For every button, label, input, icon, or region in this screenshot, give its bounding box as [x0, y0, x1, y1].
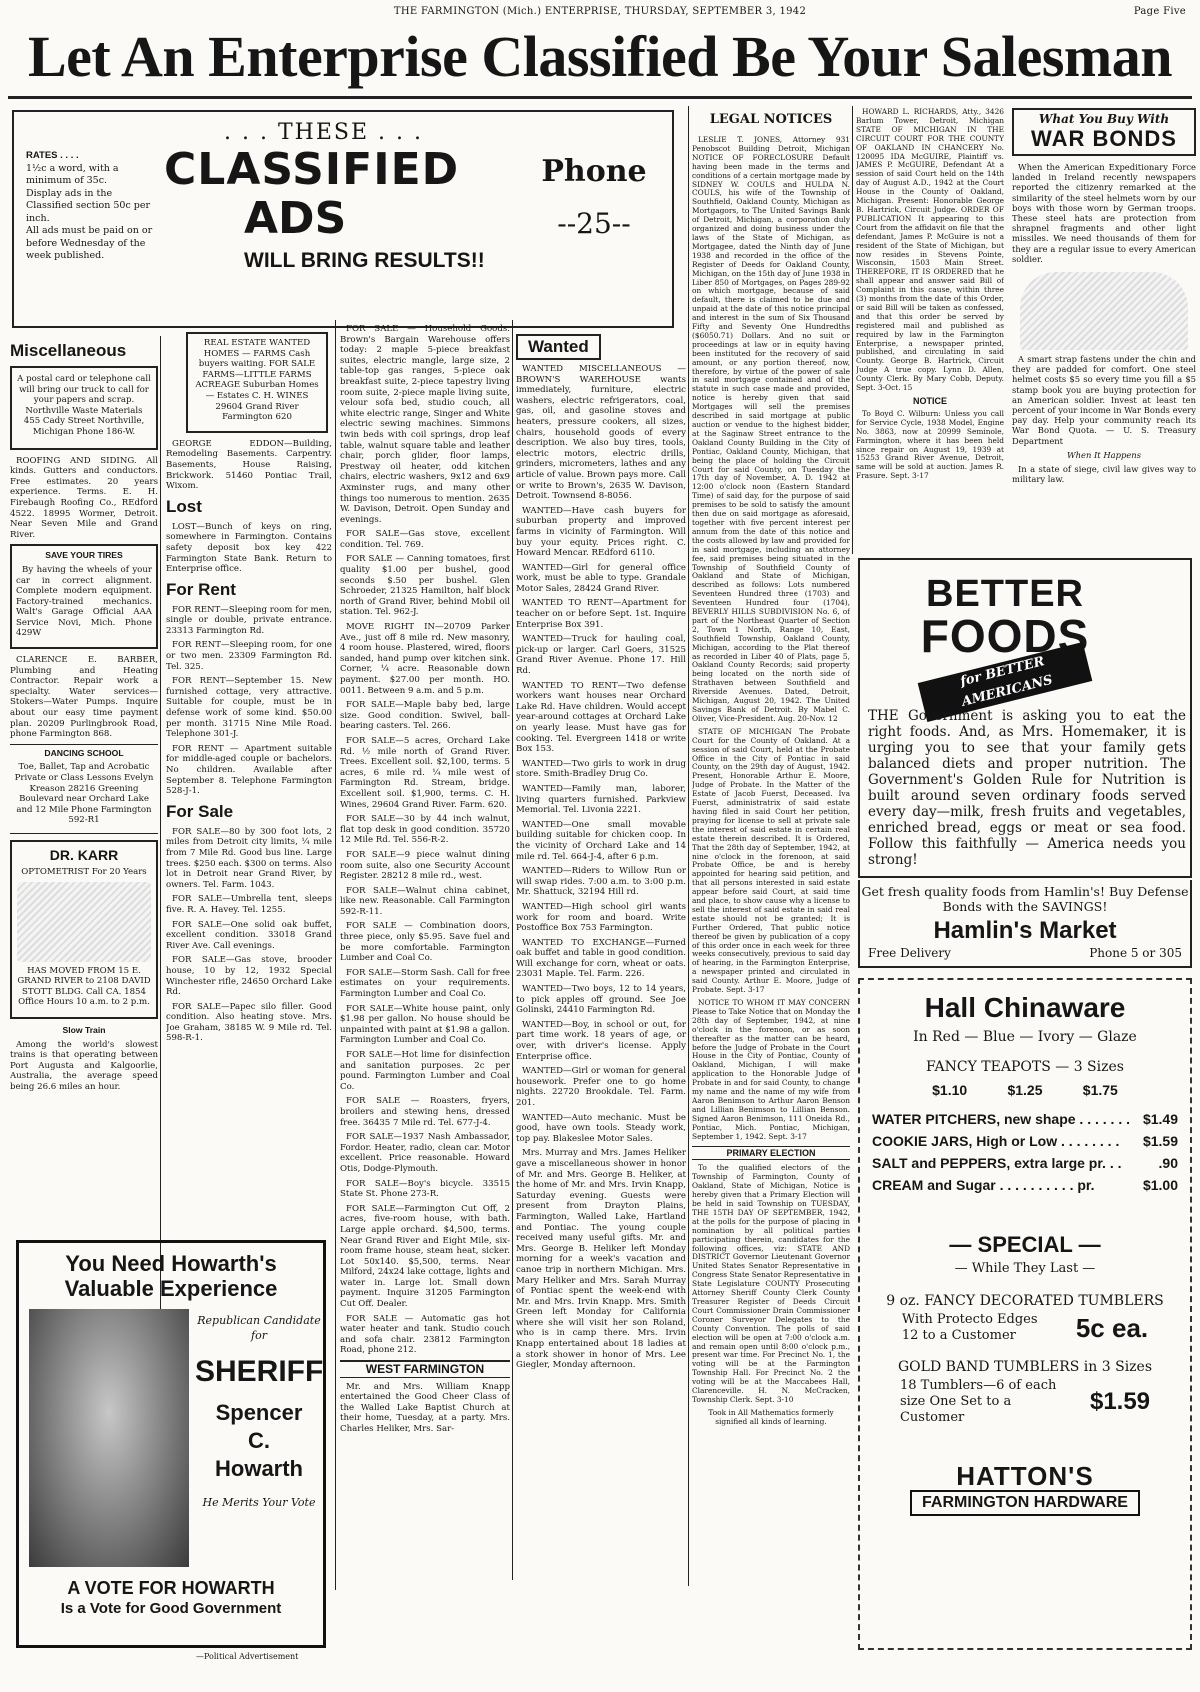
- phone-number: --25--: [557, 207, 631, 240]
- hall-special: — SPECIAL —: [949, 1232, 1101, 1257]
- notice-heading: NOTICE: [912, 396, 947, 406]
- item-price: $1.49: [1142, 1111, 1178, 1127]
- eddon-ad: GEORGE EDDON—Building, Remodeling Basements. Carpentry. Basements, House Raising, Brickwork. 51460 Pontiac Trail, Wixom.: [166, 438, 332, 492]
- hall-item: [872, 1130, 1178, 1152]
- farmington-hardware-logo: FARMINGTON HARDWARE: [910, 1490, 1140, 1516]
- probate-notice: STATE OF MICHIGAN The Probate Court for the County of Oakland. At a session of said Court, held at the Probate Office in the City of Pontiac in said County, on the 29th day of August, 1942. Present, Honorable Arthur E. Moore, Judge of Probate. In the Matter of the Estate of Jacob Fuerst, Deceased. Iva Fuerst, administratrix of said estate having filed in said Court her petition, praying for license to sell at private sale the interest of said estate in certain real estate therein described. It is Ordered, That the 28th day of September, 1942, at nine o'clock in the forenoon, at said Probate Office, be and is hereby appointed for hearing said petition, and that all persons interested in said estate appear before said Court, at said time and place, to show cause why a license to sell the interest of said estate in said real estate should not be granted; It is Further Ordered, That public notice thereof be given by publication of a copy of this order once in each week for three weeks consecutively, previous to said day of hearing, in the Farmington Enterprise, a newspaper printed and circulated in said County. Arthur E. Moore, Judge of Probate. Sept. 3-17: [692, 726, 850, 995]
- sale-ad: FOR SALE—Papec silo filler. Good condition. Also heating stove. Mrs. Joe Graham, 38185 W. 9 Mile rd. Tel. 598-R-1.: [166, 1001, 332, 1044]
- social-notes: Mrs. Murray and Mrs. James Heliker gave a miscellaneous shower in honor of Mr. and Mrs. George B. Heliker, at the home of Mr. and Mrs. Irvin Knapp, Saturday evening. Guests were present from Drayton Plains, Farmington, Walled Lake, Hartland and Pontiac. The young couple received many useful gifts. Mr. and Mrs. George B. Heliker left Monday morning for a week's vacation and canoe trip in northern Michigan. Mrs. Mary Heliker and Mrs. Sarah Murray of Pontiac spent the week-end with Mr. and Mrs. Irvin Knapp. Mrs. Smith Green left Monday for California where she will visit her son Roland, who is in camp there. Mrs. Irvin Knapp entertained about 18 ladies at a stork shower in honor of Mrs. Lee Giegler, Monday afternoon.: [516, 1148, 686, 1371]
- car-ad: FOR SALE—1937 Nash Ambassador, Fordor. Heater, radio, clean car. Motor excellent. Price reasonable. Howard Otis, Dodge-Plymouth.: [340, 1132, 510, 1174]
- howarth-vote1: A VOTE FOR HOWARTH: [67, 1578, 275, 1598]
- price-159: $1.59: [1089, 1388, 1151, 1415]
- hall-title: Hall Chinaware: [924, 992, 1126, 1023]
- hall-tumblers: 9 oz. FANCY DECORATED TUMBLERS: [886, 1293, 1164, 1309]
- for-sale-heading: For Sale: [166, 801, 234, 821]
- howarth-name3: Howarth: [215, 1456, 303, 1481]
- when-it-happens-text: In a state of siege, civil law gives way to military law.: [1012, 464, 1196, 485]
- column-rule: [688, 106, 689, 1586]
- ads-word: ADS: [244, 193, 347, 244]
- dance-ad: Toe, Ballet, Tap and Acrobatic Private or Class Lessons Evelyn Kreason 28216 Greening Boulevard near Orchard Lake and 12 Mile Phone Farmington 592-R1: [14, 762, 154, 826]
- sale-ad: FOR SALE—Gas stove, brooder house, 10 by 12, 1932 Special Winchester rifle, 24650 Orchard Lake Rd.: [166, 955, 332, 998]
- item-label: CREAM and Sugar . . . . . . . . . . pr.: [872, 1177, 1095, 1193]
- helmet-soldiers-illustration: [1020, 272, 1188, 350]
- bonds-text-block: [1012, 162, 1196, 268]
- household-ad: FOR SALE — Household Goods. Brown's Bargain Warehouse offers today: 2 maple 5-piece breakfast suites, electric mangle, large size, 2 table-top gas ranges, 5-piece oak breakfast suite, 2-piece tapestry living room suite, 2-piece maple living suite, velour sofa bed, studio couch, all white electric range, Singer and White electric sewing machines. Simmons twin beds with coil springs, drop leaf table, walnut square table and leather chair, porch glider, floor lamps, Prestway oil heater, odd kitchen chairs, electric washers, 9x12 and 6x9 Axminster rugs, and many other things too numerous to mention. 2635 W. Davison, Detroit. Open Sunday and evenings.: [340, 324, 510, 525]
- primary-election-notice: To the qualified electors of the Township of Farmington, County of Oakland, State of Michigan, Notice is hereby given that a Primary Election will be held in said Township on TUESDAY, THE 15TH DAY OF SEPTEMBER, 1942, at the polls for the purpose of placing in nomination by all political parties participating therein, candidates for the following offices, viz: STATE AND DISTRICT Governor Lieutenant Governor United States Senator Representative in Congress State Senator Representative in State Legislature COUNTY Prosecuting Attorney Sheriff County Clerk County Treasurer Register of Deeds Circuit Court Commissioner Drain Commissioner Coroner Surveyor Delegates to the County Convention. The polls of said election will be open at 7:00 o'clock a.m. and remain open until 8:00 o'clock p.m., present war time. For Precinct No. 1, the voting will be at the Farmington Township Hall. For Precinct No. 2 the voting will be at the Maccabees Hall, Clarenceville. H. N. McCracken, Township Clerk. Sept. 3-10: [692, 1163, 850, 1404]
- wanted-ad: WANTED—Girl or woman for general housework. Prefer one to go home nights. 22720 Brookdale. Tel. Farm. 201.: [516, 1066, 686, 1108]
- foreclosure-notice: LESLIE T. JONES, Attorney 931 Penobscot Building Detroit, Michigan NOTICE OF FORECLOSURE Default having been made in the terms and conditions of a certain mortgage made by SIDNEY W. COULS and HULDA N. COULS, his wife of the Township of Southfield, Oakland County, Michigan as Mortgagors, to The United Savings Bank of Detroit, Michigan, a corporation duly organized and doing business under the laws of the State of Michigan, as Mortgagee, dated the Ninth day of June 1938 and recorded in the office of the Register of Deeds for Oakland County, Michigan, on the 15th day of June 1938 in Liber 850 of Mortgages, on Pages 289-92 on which mortgage, because of said default, there is claimed to be due and unpaid at the date of this notice principal and interest in the sum of Six Thousand Fifty and Seventy One Hundredths ($6050.71) Dollars. And no suit or proceedings at law or in equity having been instituted for the recovery of said amount, or any portion thereof, now, therefore, by virtue of the power of sale in said mortgage contained and of the statute in such case made and provided, notice is hereby given that said Mortgages will sell the premises described in said mortgage at public auction or vendue to the highest bidder, at the Saginaw Street entrance to the Oakland County Building in the City of Pontiac, Oakland County, Michigan, that being the place of holding the Circuit Court for said County, on Tuesday the 17th day of November, A. D. 1942 at 12:00 o'clock noon (Eastern Standard Time) of said day, for the purpose of said premises to be sold to satisfy the amount then due on said mortgage as aforesaid, together with five percent interest per annum from the date of this notice and the costs allowed by law and provided for in said mortgage, including an attorney fee, said premises being situated in the Township of Southfield County of Oakland and State of Michigan, described as follows: Lots numbered Seventeen Hundred three (1703) and Seventeen Hundred four (1704), BEVERLY HILLS SUBDIVISION No. 6, of part of the Northeast Quarter of Section 2, Town 1 North, Range 10, East, Southfield Township, Oakland County, Michigan, according to the Plat thereof as recorded in Liber 40 of Plats, page 5, Oakland County Records; said property being located on the north side of Strathaven between Southfield and Riverside Avenues. Dated, Detroit, Michigan, August 20, 1942. The United Savings Bank of Detroit. By Mabel C. Oliver, Vice-President. Aug. 20-Nov. 12: [692, 135, 850, 723]
- howarth-sheriff: SHERIFF: [195, 1355, 324, 1388]
- candidate-portrait: [29, 1309, 189, 1567]
- hall-while: — While They Last —: [954, 1261, 1096, 1276]
- sale-ad: FOR SALE — Roasters, fryers, broilers and stewing hens, dressed free. 36435 7 Mile rd. Tel. 677-J-4.: [340, 1096, 510, 1128]
- free-delivery: Free Delivery: [868, 946, 951, 960]
- better-foods-logo: [920, 573, 1090, 710]
- howarth-republican: Republican Candidate for: [197, 1314, 321, 1342]
- acreage-ad: FOR SALE—5 acres, Orchard Lake Rd. ½ mile north of Grand River. Trees. Excellent soil. $2,100, terms. 5 acres, 6 mile rd. ¼ mile west of Farmington Rd. Stream, bridge. Excellent soil. $1,900, terms. C. H. Wines, 29604 Grand River. Farm. 620.: [340, 735, 510, 810]
- rent-ad: FOR RENT—Sleeping room, for one or two men. 23309 Farmington Rd. Tel. 325.: [166, 640, 332, 672]
- bonds-what: What You Buy With: [1038, 112, 1170, 126]
- rent-ad: FOR RENT—September 15. New furnished cottage, very attractive. Suitable for couple, must be in defense work of some kind. $50.00 per month. 31715 Nine Mile Road. Telephone 301-J.: [166, 676, 332, 740]
- rent-ad: FOR RENT—Sleeping room for men, single or double, private entrance. 23313 Farmington Rd.: [166, 604, 332, 636]
- name-change-notice: NOTICE TO WHOM IT MAY CONCERN Please to Take Notice that on Monday the 28th day of September, 1942, at nine o'clock in the forenoon, or as soon thereafter as the matter can be heard, before the Judge of Probate in the Court House in the City of Pontiac, County of Oakland, Michigan, I will make application to the Honorable Judge of Probate in and for said County, to change my name and the name of my wife from Aaron Benimson to Arthur Aaron Benson and Lillian Benimson to Lillian Benson. Signed Aaron Benimson, 111 Oneida Rd., Pontiac, Mich. Pontiac, Michigan, September 1, 1942. Sept. 3-17: [692, 998, 850, 1141]
- page-number: Page Five: [1133, 6, 1186, 17]
- wanted-ad: WANTED—Girl for general office work, must be able to type. Grandale Motor Sales, 28424 Grand River.: [516, 562, 686, 594]
- rates-title: RATES . . . .: [26, 150, 79, 161]
- real-estate-ad: REAL ESTATE WANTED HOMES — FARMS Cash buyers waiting. FOR SALE FARMS—LITTLE FARMS ACREAGE Suburban Homes — Estates C. H. WINES 29604 Grand River Farmington 620: [195, 338, 319, 423]
- hamlin-footer: [858, 880, 1192, 968]
- sale-ad: FOR SALE—Gas stove, excellent condition. Tel. 769.: [340, 529, 510, 550]
- family-illustration: [17, 882, 151, 962]
- phone-block: [534, 154, 654, 240]
- wanted-heading: Wanted: [516, 334, 601, 360]
- bonds-text2: A smart strap fastens under the chin and they are padded for comfort. One steel helmet costs $5 so every time you fill a $5 stamp book you are buying protection for an American soldier. Invest at least ten percent of your income in War Bonds every pay day. Help your community reach its War Bond Quota. — U. S. Treasury Department: [1012, 354, 1196, 446]
- foods-text: THE Government is asking you to eat the right foods. And, as Mrs. Homemaker, it is urging you to see that your family gets balanced diets and proper nutrition. The Government's Golden Rule for Nutrition is built around seven ordinary foods served every day—milk, fresh fruits and vegetables, enriched bread, eggs or meat or sea food. Follow this faithfully — America needs you strong!: [868, 708, 1186, 868]
- howarth-merits: He Merits Your Vote: [202, 1496, 316, 1509]
- price-5c: 5c ea.: [1075, 1312, 1149, 1343]
- lost-ad: LOST—Bunch of keys on ring, somewhere in Farmington. Contains safety deposit box key 422 Farmington State Bank. Return to Enterprise office.: [166, 521, 332, 575]
- wanted-ad: WANTED—Boy, in school or out, for part time work. 18 years of age, or over, with driver's license. Apply Enterprise office.: [516, 1019, 686, 1062]
- better-foods-ad: [858, 558, 1192, 878]
- slow-train-title: Slow Train: [62, 1024, 106, 1035]
- slow-train-text: Among the world's slowest trains is that operating between Port Augusta and Kalgoorlie, Australia, the average speed being 26.6 miles an hour.: [10, 1039, 158, 1092]
- karr-title: DR. KARR: [49, 846, 119, 863]
- wanted-ad: WANTED—Auto mechanic. Must be good, have own tools. Steady work, top pay. Blakeslee Motor Sales.: [516, 1112, 686, 1144]
- howarth-name2: C.: [248, 1428, 270, 1453]
- wanted-ad: WANTED—Two boys, 12 to 14 years, to pick apples off ground. See Joe Golinski, 24410 Farmington Rd.: [516, 984, 686, 1016]
- dance-title: DANCING SCHOOL: [44, 747, 124, 758]
- tires-ad: By having the wheels of your car in correct alignment. Complete modern equipment. Factory-trained mechanics. Walt's Garage Official AAA Service Novi, Mich. Phone 429W: [16, 564, 152, 639]
- hall-eighteen: 18 Tumblers—6 of each size One Set to a Customer: [899, 1378, 1057, 1425]
- wanted-ad: WANTED MISCELLANEOUS — BROWN'S WAREHOUSE wants immediately, furniture, electric washers, electric refrigerators, coal, gas, oil, and gasoline stoves and heaters, pressure cookers, all sizes, chairs, household goods of every description. We also buy tires, tools, electric motors, electric drills, grinders, micrometers, lathes and any article of value. Brown pays more. Call or write to Brown's, 2635 W. Davison, Detroit. Townsend 8-8056.: [516, 364, 686, 502]
- item-price: .90: [1158, 1155, 1178, 1171]
- sale-ad: FOR SALE—Boy's bicycle. 33515 State St. Phone 273-R.: [340, 1178, 510, 1200]
- filler-note: Took in All Mathematics formerly signified all kinds of learning.: [708, 1407, 834, 1426]
- wanted-ad: WANTED TO EXCHANGE—Furned oak buffet and table in good condition. Will exchange for corn, wheat or oats. 23031 Maple. Tel. Farm. 226.: [516, 937, 686, 980]
- sale-ad: FOR SALE—Hot lime for disinfection and sanitation purposes. 2c per pound. Farmington Lumber and Coal Co.: [340, 1050, 510, 1092]
- headline-rule: [8, 96, 1192, 99]
- phone-label: Phone: [541, 154, 647, 189]
- teapot-price: $1.75: [1082, 1082, 1118, 1098]
- item-price: $1.00: [1142, 1177, 1178, 1193]
- sale-ad: FOR SALE—9 piece walnut dining room suite, also one Security Account Register. 28212 8 mile rd., west.: [340, 849, 510, 882]
- primary-election-heading: PRIMARY ELECTION: [692, 1146, 850, 1161]
- lost-heading: Lost: [166, 496, 202, 516]
- hall-teapots: FANCY TEAPOTS — 3 Sizes: [926, 1059, 1124, 1075]
- hamlin-market: Hamlin's Market: [933, 917, 1117, 944]
- west-farmington-heading: WEST FARMINGTON: [340, 1360, 510, 1378]
- bonds-text-block-2: [1012, 354, 1196, 488]
- item-label: SALT and PEPPERS, extra large pr. . .: [872, 1155, 1122, 1171]
- sale-ad: FOR SALE—30 by 44 inch walnut, flat top desk in good condition. 35720 12 Mile Rd. Tel. 556-R-2.: [340, 814, 510, 846]
- waste-materials-ad: A postal card or telephone call will bring our truck to call for your papers and scrap. Northville Waste Materials 455 Cady Street Northville, Michigan Phone 186-W.: [17, 374, 151, 437]
- sale-ad: FOR SALE — Automatic gas hot water heater and tank. Studio couch and sofa chair. 23812 Farmington Road, phone 212.: [340, 1313, 510, 1356]
- karr-sub: OPTOMETRIST For 20 Years: [21, 866, 147, 877]
- karr-moved: HAS MOVED FROM 15 E. GRAND RIVER to 2108 DAVID STOTT BLDG. Call CA. 1854 Office Hours 10 a.m. to 2 p.m.: [17, 965, 151, 1008]
- sale-ad: FOR SALE—White house paint, only $1.98 per gallon. No house should be unpainted with paint at $1.98 a gallon. Farmington Lumber and Coal Co.: [340, 1003, 510, 1046]
- sale-ad: FOR SALE—One solid oak buffet, excellent condition. 33018 Grand River Ave. Call evenings.: [166, 919, 332, 951]
- column-3: [340, 324, 510, 1688]
- wanted-ad: WANTED—Riders to Willow Run or will swap rides. 7:00 a.m. to 3:00 p.m. Mr. Shattuck, 32194 Hill rd.: [516, 866, 686, 898]
- column-rule: [512, 320, 513, 1580]
- rent-ad: FOR RENT — Apartment suitable for middle-aged couple or bachelors. No children. Available after September 8. Telephone Farmington 528-J-1.: [166, 743, 332, 797]
- classified-box: [12, 110, 674, 328]
- better-americans-ribbon: for BETTER AMERICANS: [918, 642, 1093, 722]
- barber-ad: CLARENCE E. BARBER, Plumbing and Heating Contractor. Repair work a specialty. Water services—Stokers—Water Pumps. Inquire about our easy time payment plan. 20209 Purlingbrook Road, phone Farmington 868.: [10, 655, 158, 740]
- miscellaneous-heading: Miscellaneous: [10, 341, 127, 360]
- better-word: BETTER: [926, 573, 1084, 615]
- item-price: $1.59: [1142, 1133, 1178, 1149]
- hall-item: [872, 1108, 1178, 1130]
- rates-line: Display ads in the Classified section 50c per inch.: [26, 187, 151, 224]
- property-ad: FOR SALE—Farmington Cut Off, 2 acres, five-room house, with bath. Large apple orchard. $4,500, terms. Near Grand River and Eight Mile, six-room frame house, steam heat, sicker. Lot 50x140. $5,500, terms. Near Milford, 24x24 lake cottage, lights and water in. Large lot. Small down payment. Inquire 31205 Farmington Cut Off. Dealer.: [340, 1203, 510, 1310]
- hall-protecto: With Protecto Edges 12 to a Customer: [901, 1312, 1038, 1343]
- hall-goldband: GOLD BAND TUMBLERS in 3 Sizes: [897, 1359, 1153, 1375]
- results-line: WILL BRING RESULTS!!: [244, 249, 485, 272]
- masthead: [0, 6, 1200, 20]
- hall-colors: In Red — Blue — Ivory — Glaze: [913, 1029, 1137, 1045]
- sale-ad: FOR SALE—Maple baby bed, large size. Good condition. Swivel, ball-bearing casters. Tel. 266.: [340, 700, 510, 732]
- legal-notices-column: [692, 108, 850, 1568]
- rates-line: 1½c a word, with a minimum of 35c.: [26, 162, 119, 186]
- column-1: [10, 336, 158, 1326]
- west-farmington-text: Mr. and Mrs. William Knapp entertained the Good Cheer Class of the Walled Lake Baptist Church at their home, Tuesday, at a party. Mrs. Charles Heliker, Mrs. Sar-: [340, 1381, 510, 1434]
- wanted-ad: WANTED—One small movable building suitable for chicken coop. In the vicinity of Orchard Lake and 14 mile rd. Tel. 664-J-4, after 6 p.m.: [516, 819, 686, 862]
- wanted-ad: WANTED TO RENT—Two defense workers want houses near Orchard Lake Rd. Have children. Would accept year-around cottages at Orchard Lake on yearly lease. Must have gas for cooking. Tel. Evergreen 1418 or write Box 153.: [516, 680, 686, 755]
- roofing-ad: ROOFING AND SIDING. All kinds. Gutters and conductors. Free estimates. 20 years experience. Terms. E. H. Firebaugh Roofing Co., REdford 4522. 18995 Wormer, Detroit. Near Seven Mile and Grand River.: [10, 455, 158, 540]
- wanted-ad: WANTED—Two girls to work in drug store. Smith-Bradley Drug Co.: [516, 758, 686, 780]
- column-2: [166, 332, 332, 1342]
- teapot-price: $1.25: [1007, 1082, 1043, 1098]
- when-it-happens-title: When It Happens: [1066, 449, 1142, 460]
- column-4: [516, 330, 686, 1690]
- wanted-ad: WANTED—High school girl wants work for room and board. Write Postoffice Box 753 Farmington.: [516, 901, 686, 934]
- howarth-text: [195, 1313, 323, 1510]
- teapot-price: $1.10: [932, 1082, 968, 1098]
- column-rule: [335, 320, 336, 1590]
- item-label: WATER PITCHERS, new shape . . . . . . .: [872, 1111, 1131, 1127]
- hall-item: [872, 1174, 1178, 1196]
- tomatoes-ad: FOR SALE — Canning tomatoes, first quality $1.00 per bushel, good seconds $.50 per bushel. Glen Schroeder, 21325 Hamilton, half block north of Grand River, behind Mobil oil station. Tel. 962-J.: [340, 554, 510, 618]
- wanted-ad: WANTED TO RENT—Apartment for teacher on or before Sept. 1st. Inquire Enterprise Box 391.: [516, 598, 686, 630]
- column-rule: [852, 106, 853, 554]
- column-6: [856, 108, 1004, 548]
- wanted-ad: WANTED—Have cash buyers for suburban property and improved farms in vicinity of Farmington. Will buy your equity. Prices right. C. Howard Mencar. REdford 6110.: [516, 505, 686, 559]
- sale-ad: FOR SALE—Umbrella tent, sleeps five. R. A. Havey. Tel. 1255.: [166, 894, 332, 915]
- sale-ad: FOR SALE—Walnut china cabinet, like new. Reasonable. Call Farmington 592-R-11.: [340, 885, 510, 917]
- tires-title: SAVE YOUR TIRES: [45, 550, 123, 561]
- foods-get: Get fresh quality foods from Hamlin's! Buy Defense Bonds with the SAVINGS!: [861, 884, 1189, 914]
- war-bonds-feature: [1012, 108, 1196, 548]
- item-label: COOKIE JARS, High or Low . . . . . . . .: [872, 1133, 1120, 1149]
- howarth-line2: Valuable Experience: [64, 1276, 278, 1301]
- headline: Let An Enterprise Classified Be Your Salesman: [28, 24, 1172, 89]
- sale-ad: FOR SALE — Combination doors, three piece, only $5.95. Save fuel and be more comfortable. Farmington Lumber and Coal Co.: [340, 921, 510, 964]
- karr-ad: [10, 840, 158, 1019]
- hattons-logo: HATTON'S: [956, 1461, 1094, 1491]
- wanted-ad: WANTED—Truck for hauling coal, pick-up or larger. Carl Goers, 31525 Grand River Avenue. Phone 17. Hill Rd.: [516, 634, 686, 677]
- bonds-text: When the American Expeditionary Force landed in Ireland recently newspapers reported the citizenry remarked at the similarity of the steel helmets worn by our boys with those worn by German troops. These steel hats are protection from shrapnel fragments and other light missiles. We need thousands of them for they are a regular issue to every American soldier.: [1012, 162, 1196, 264]
- hamlin-phone: Phone 5 or 305: [1089, 946, 1182, 960]
- rates-line: All ads must be paid on or before Wednesday of the week published.: [26, 225, 153, 261]
- sale-ad: FOR SALE—80 by 300 foot lots, 2 miles from Detroit city limits, ¼ mile from 7 Mile Rd. Good bus line. Large trees. $250 each. $300 on terms. Also lot in Detroit near Grand River, by owners. Tel. Farm. 1043.: [166, 826, 332, 890]
- political-ad-note: —Political Advertisement: [196, 1652, 299, 1661]
- legal-notices-heading: LEGAL NOTICES: [709, 112, 833, 127]
- chancery-notice: HOWARD L. RICHARDS, Atty., 3426 Barlum Tower, Detroit, Michigan STATE OF MICHIGAN IN THE CIRCUIT COURT FOR THE COUNTY OF OAKLAND IN CHANCERY No. 120095 IDA McGUIRE, Plaintiff vs. JAMES P. McGUIRE, Defendant At a session of said Court held on the 14th day of August A.D., 1942 at the Court House in the County of Oakland, Michigan. Present: Honorable George B. Hartrick, Circuit Judge. ORDER OF PUBLICATION It appearing to this Court from the affidavit on file that the defendant, James P. McGuire is not a resident of the State of Michigan, but now resides in Stevens Pointe, Wisconsin, 1503 Main Street. THEREFORE, IT IS ORDERED that he shall appear and answer said Bill of Complaint in this cause, within three (3) months from the date of this Order, or said Bill will be taken as confessed, and that this order be served by registered mail and published as required by law in the Farmington Enterprise, a newspaper printed, published, and circulating in said County. George B. Hartrick, Circuit Judge A true copy. Lynn D. Allen, County Clerk. By Mary Cobb, Deputy. Sept. 3-Oct. 15: [856, 108, 1004, 393]
- sale-ad: FOR SALE—Storm Sash. Call for free estimates on your requirements. Farmington Lumber and Coal Co.: [340, 967, 510, 1000]
- foods-word: FOODS: [920, 610, 1090, 662]
- hall-item: [872, 1152, 1178, 1174]
- these-label: . . . THESE . . .: [224, 120, 423, 145]
- classified-word: CLASSIFIED: [164, 144, 460, 195]
- rates: [26, 150, 156, 263]
- classified-title-block: [164, 120, 544, 273]
- auction-notice: To Boyd C. Wilburn: Unless you call for Service Cycle, 1938 Model, Engine No. 3863, now at 20999 Seminole, Farmington, where it has been held since repair on August 19, 1939 at 15253 Grand River Avenue, Detroit, same will be sold at auction. James R. Frasure. Sept. 3-17: [856, 408, 1004, 481]
- bonds-title: WAR BONDS: [1031, 126, 1177, 151]
- masthead-title: THE FARMINGTON (Mich.) ENTERPRISE, THURSDAY, SEPTEMBER 3, 1942: [393, 6, 807, 17]
- howarth-name1: Spencer: [215, 1400, 303, 1425]
- howarth-vote2: Is a Vote for Good Government: [60, 1600, 282, 1617]
- howarth-line1: You Need Howarth's: [65, 1251, 277, 1276]
- hall-chinaware-ad: [858, 978, 1192, 1650]
- wanted-ad: WANTED—Family man, laborer, living quarters furnished. Parkview Memorial. Tel. Livonia 2221.: [516, 783, 686, 816]
- column-rule: [160, 336, 161, 1316]
- for-rent-heading: For Rent: [166, 579, 236, 599]
- house-ad: MOVE RIGHT IN—20709 Parker Ave., just off 8 mile rd. New masonry, 4 room house. Plastered, wired, floors sanded, hand pump over kitchen sink. Corner, ¼ acre. Reasonable down payment. $27.00 per month. HO. 0011. Between 9 a.m. and 5 p.m.: [340, 622, 510, 696]
